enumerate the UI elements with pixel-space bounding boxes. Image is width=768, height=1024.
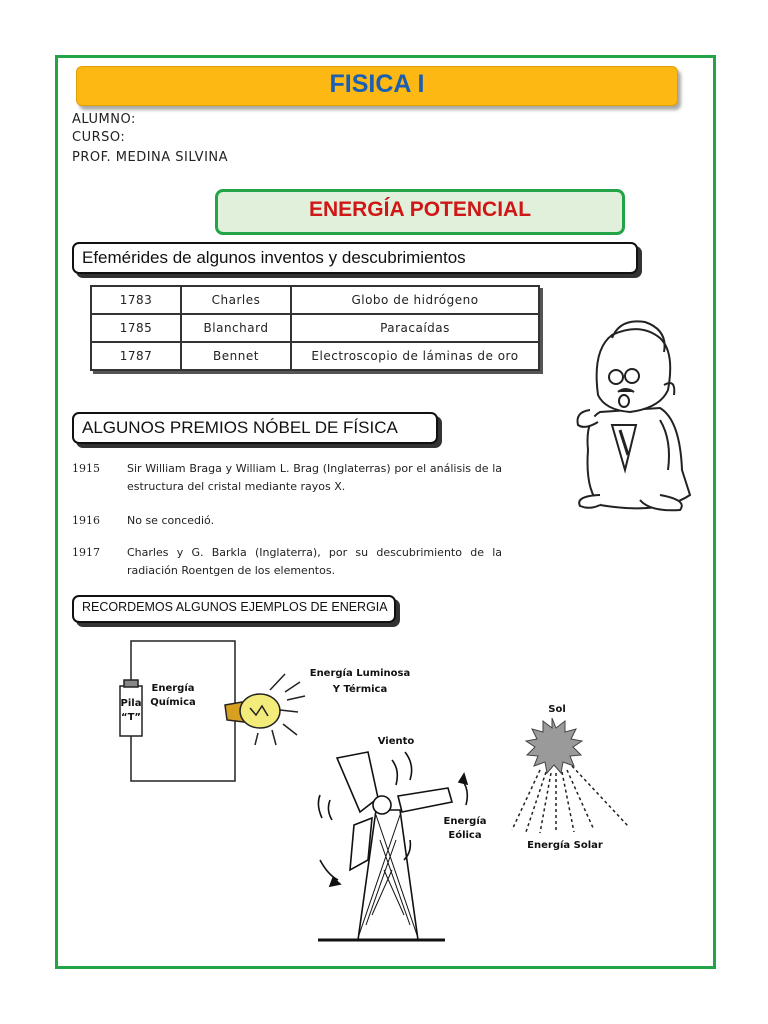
wind-energy-label-1: Energía bbox=[443, 816, 487, 827]
curso-label: CURSO: bbox=[72, 130, 126, 145]
table-cell-invention: Electroscopio de láminas de oro bbox=[291, 342, 539, 370]
professor-illustration bbox=[578, 321, 691, 510]
alumno-label: ALUMNO: bbox=[72, 112, 136, 127]
prize-text: Charles y G. Barkla (Inglaterra), por su descubrimiento de la radiación Roentgen de los elementos. bbox=[127, 546, 502, 577]
battery-label: Pila bbox=[120, 698, 142, 709]
light-energy-label-1: Energía Luminosa bbox=[309, 668, 411, 679]
nobel-heading: ALGUNOS PREMIOS NÓBEL DE FÍSICA bbox=[82, 418, 398, 437]
table-cell-year: 1787 bbox=[91, 342, 181, 370]
prize-year: 1916 bbox=[72, 514, 100, 527]
table-cell-invention: Paracaídas bbox=[291, 314, 539, 342]
chemical-energy-label-2: Química bbox=[150, 697, 196, 708]
wind-energy-label-2: Eólica bbox=[448, 830, 482, 841]
prize-text: No se concedió. bbox=[127, 514, 215, 527]
efemerides-heading: Efemérides de algunos inventos y descubrimientos bbox=[82, 248, 466, 267]
sun-label: Sol bbox=[548, 704, 566, 715]
light-energy-label-2: Y Térmica bbox=[332, 684, 388, 695]
table-cell-year: 1783 bbox=[91, 286, 181, 314]
chemical-energy-label-1: Energía bbox=[151, 683, 195, 694]
table-cell-name: Charles bbox=[181, 286, 291, 314]
light-bulb-icon bbox=[225, 674, 305, 745]
energy-heading: RECORDEMOS ALGUNOS EJEMPLOS DE ENERGIA bbox=[82, 600, 388, 614]
professor-label: PROF. MEDINA SILVINA bbox=[72, 150, 229, 165]
topic-title: ENERGÍA POTENCIAL bbox=[308, 198, 532, 221]
prize-year: 1915 bbox=[72, 462, 100, 475]
wind-label: Viento bbox=[377, 736, 415, 747]
battery-circuit bbox=[120, 641, 235, 781]
prize-text: Sir William Braga y William L. Brag (Inglaterras) por el análisis de la estructura del cristal mediante rayos X. bbox=[127, 462, 502, 493]
table-cell-name: Bennet bbox=[181, 342, 291, 370]
solar-energy-label: Energía Solar bbox=[527, 840, 603, 851]
table-cell-invention: Globo de hidrógeno bbox=[291, 286, 539, 314]
table-cell-name: Blanchard bbox=[181, 314, 291, 342]
table-cell-year: 1785 bbox=[91, 314, 181, 342]
sun-illustration bbox=[512, 718, 628, 833]
windmill-illustration bbox=[318, 752, 467, 940]
page-title: FISICA I bbox=[329, 70, 425, 98]
prize-year: 1917 bbox=[72, 546, 100, 559]
battery-t-label: “T” bbox=[121, 712, 141, 723]
